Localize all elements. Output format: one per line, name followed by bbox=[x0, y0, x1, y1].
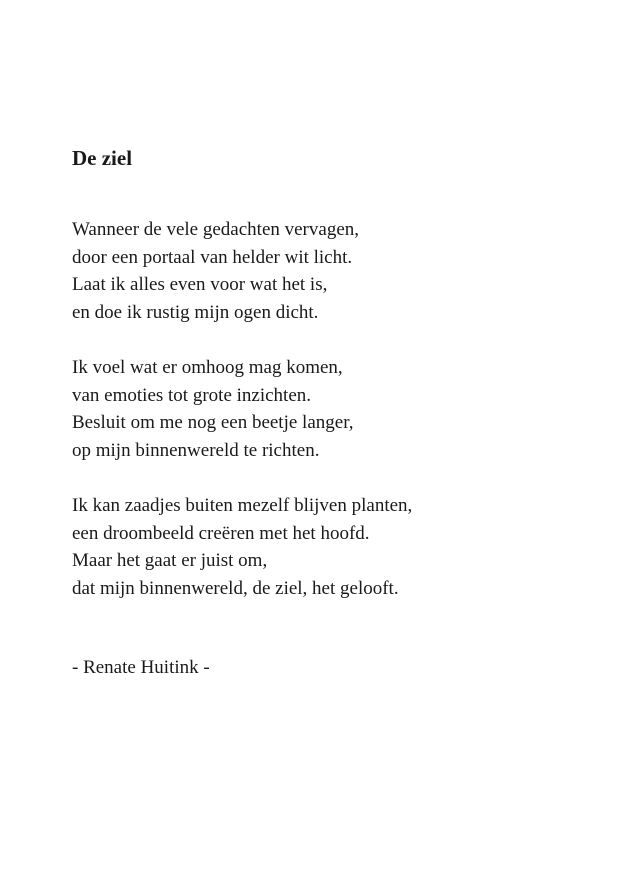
poem-line: dat mijn binnenwereld, de ziel, het gelooft. bbox=[72, 577, 399, 599]
poem-line: Ik voel wat er omhoog mag komen, bbox=[72, 357, 343, 378]
poem-title: De ziel bbox=[72, 146, 133, 170]
poem-line: Besluit om me nog een beetje langer, bbox=[72, 412, 354, 433]
poem-line: Laat ik alles even voor wat het is, bbox=[72, 274, 328, 295]
poem-line: door een portaal van helder wit licht. bbox=[72, 246, 353, 268]
poem-line: op mijn binnenwereld te richten. bbox=[72, 439, 320, 461]
poem-line: van emoties tot grote inzichten. bbox=[72, 384, 312, 406]
stanza-1 bbox=[72, 216, 359, 326]
poem-line: een droombeeld creëren met het hoofd. bbox=[72, 522, 370, 544]
poem-line: Maar het gaat er juist om, bbox=[72, 550, 268, 571]
poem-line: Ik kan zaadjes buiten mezelf blijven planten, bbox=[72, 495, 413, 516]
poem-author: - Renate Huitink - bbox=[72, 657, 210, 678]
stanza-2 bbox=[72, 354, 354, 464]
poem-line: Wanneer de vele gedachten vervagen, bbox=[72, 219, 360, 240]
poem-line: en doe ik rustig mijn ogen dicht. bbox=[72, 301, 319, 323]
stanza-3 bbox=[72, 492, 412, 602]
